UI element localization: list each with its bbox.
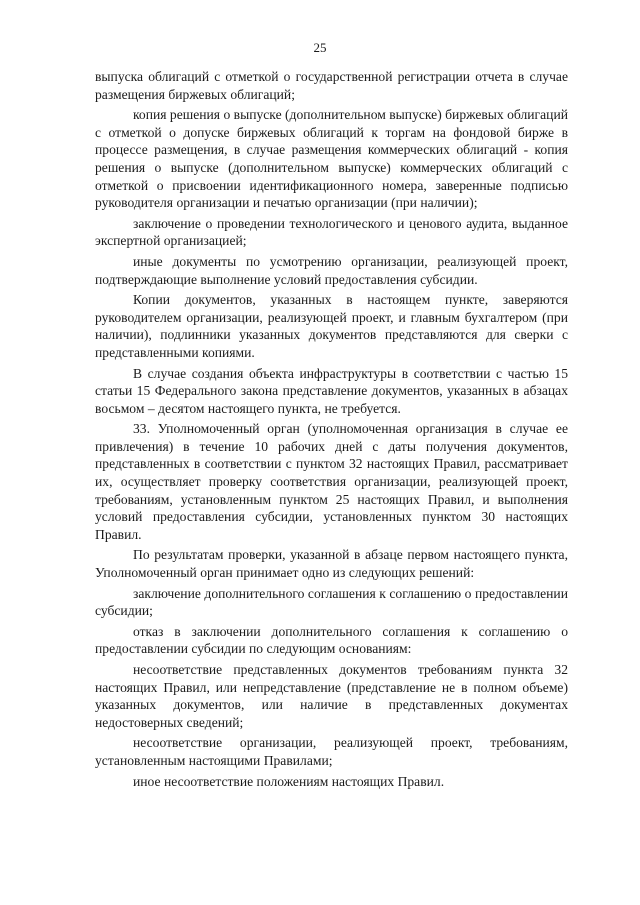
paragraph-organization-mismatch: несоответствие организации, реализующей проект, требованиям, установленным настоящими Правилами; — [95, 735, 568, 768]
paragraph-check-results: По результатам проверки, указанной в абзаце первом настоящего пункта, Уполномоченный орган принимает одно из следующих решений: — [95, 547, 568, 581]
paragraph-audit-conclusion: заключение о проведении технологического и ценового аудита, выданное экспертной организацией; — [95, 215, 568, 249]
paragraph-other-mismatch: иное несоответствие положениям настоящих Правил. — [133, 773, 445, 789]
document-body — [95, 68, 568, 793]
paragraph-bond-decision-copy: копия решения о выпуске (дополнительном выпуске) биржевых облигаций с отметкой о допуске биржевых облигаций к торгам на фондовой бирже в процессе размещения, в случае размещения коммерческих облигаций - копия решения о выпуске (дополнительном выпуске) коммерческих облигаций с отметкой о присвоении идентификационного номера, заверенные подписью руководителя организации и печатью организации (при наличии); — [95, 107, 568, 211]
paragraph-other-documents: иные документы по усмотрению организации, реализующей проект, подтверждающие выполнение условий предоставления субсидии. — [95, 253, 568, 287]
paragraph-agreement-conclusion: заключение дополнительного соглашения к соглашению о предоставлении субсидии; — [95, 585, 568, 619]
paragraph-continuation: выпуска облигаций с отметкой о государственной регистрации отчета в случае размещения биржевых облигаций; — [95, 69, 568, 102]
paragraph-agreement-refusal: отказ в заключении дополнительного соглашения к соглашению о предоставлении субсидии по следующим основаниям: — [95, 623, 568, 657]
page-number: 25 — [313, 40, 327, 55]
paragraph-clause-33: 33. Уполномоченный орган (уполномоченная организация в случае ее привлечения) в течение 10 рабочих дней с даты получения документов, представленных в соответствии с пунктом 32 настоящих Правил, рассматривает их, осуществляет проверку соответствия организации, реализующей проект, требованиям, установленным пунктом 25 настоящих Правил, и выполнения условий предоставления субсидии, установленных пунктом 30 настоящих Правил. — [95, 421, 568, 542]
paragraph-document-copies: Копии документов, указанных в настоящем пункте, заверяются руководителем организации, реализующей проект, и главным бухгалтером (при наличии), подлинники указанных документов представляются для сверки с представленными копиями. — [95, 292, 568, 360]
paragraph-document-mismatch: несоответствие представленных документов требованиям пункта 32 настоящих Правил, или непредставление (представление не в полном объеме) указанных документов, или наличие в представленных документах недостоверных сведений; — [95, 662, 568, 730]
paragraph-infrastructure-case: В случае создания объекта инфраструктуры в соответствии с частью 15 статьи 15 Федерального закона представление документов, указанных в абзацах восьмом – десятом настоящего пункта, не требуется. — [95, 365, 568, 416]
